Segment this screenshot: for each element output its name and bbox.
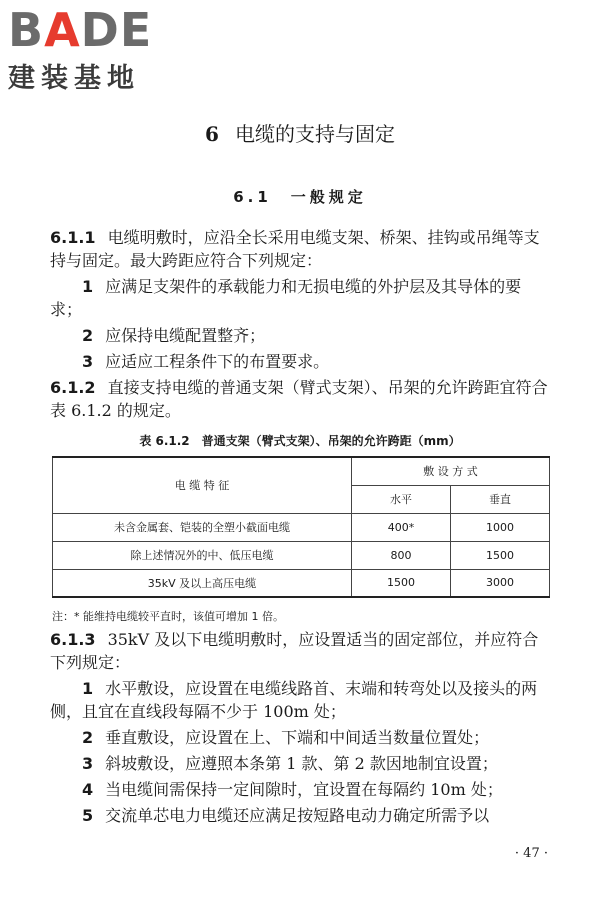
list-item: 4 当电缆间需保持一定间隙时，宜设置在每隔约 10m 处； bbox=[82, 780, 503, 799]
clause-6-1-1 bbox=[50, 226, 550, 425]
table-row: 未含金属套、铠装的全塑小截面电缆 400* 1000 bbox=[53, 513, 550, 541]
table-note: 注：* 能维持电缆较平直时，该值可增加 1 倍。 bbox=[52, 610, 284, 623]
header-horizontal: 水平 bbox=[352, 485, 451, 513]
page-number: · 47 · bbox=[514, 846, 548, 861]
list-item: 2 垂直敷设，应设置在上、下端和中间适当数量位置处； bbox=[82, 728, 490, 747]
clause-paragraph: 6.1.3 35kV 及以下电缆明敷时，应设置适当的固定部位，并应符合下列规定： bbox=[50, 630, 539, 672]
logo-subtitle: 建装基地 bbox=[8, 63, 140, 94]
table-row: 除上述情况外的中、低压电缆 800 1500 bbox=[53, 541, 550, 569]
clause-6-1-2: 6.1.2 直接支持电缆的普通支架（臂式支架）、吊架的允许跨距宜符合表 6.1.2 的规定。 bbox=[50, 378, 548, 420]
list-item: 2 应保持电缆配置整齐； bbox=[82, 326, 266, 345]
list-item: 3 斜坡敷设，应遵照本条第 1 款、第 2 款因地制宜设置； bbox=[82, 754, 498, 773]
table-row: 35kV 及以上高压电缆 1500 3000 bbox=[53, 569, 550, 597]
section-number: 6.1 bbox=[233, 188, 272, 206]
header-laying-mode: 敷 设 方 式 bbox=[352, 457, 550, 485]
list-item: 3 应适应工程条件下的布置要求。 bbox=[82, 352, 330, 371]
bade-logo bbox=[8, 3, 178, 95]
header-feature: 电 缆 特 征 bbox=[53, 457, 352, 513]
list-item: 1 应满足支架件的承载能力和无损电缆的外护层及其导体的要求； bbox=[50, 277, 522, 319]
table-title: 表 6.1.2 普通支架（臂式支架）、吊架的允许跨距（mm） bbox=[139, 434, 461, 448]
list-item: 1 水平敷设，应设置在电缆线路首、末端和转弯处以及接头的两侧，且宜在直线段每隔不少于 100m 处； bbox=[50, 679, 538, 721]
chapter-number: 6 bbox=[205, 122, 219, 146]
section-heading bbox=[0, 186, 600, 207]
clause-6-1-3 bbox=[50, 628, 550, 830]
list-item: 5 交流单芯电力电缆还应满足按短路电动力确定所需予以 bbox=[82, 806, 490, 825]
logo-wordmark: BADE bbox=[8, 3, 153, 57]
chapter-title: 电缆的支持与固定 bbox=[234, 122, 395, 146]
clause-paragraph: 6.1.1 电缆明敷时，应沿全长采用电缆支架、桥架、挂钩或吊绳等支持与固定。最大跨距应符合下列规定： bbox=[50, 228, 540, 270]
section-title: 一般规定 bbox=[290, 188, 367, 206]
chapter-heading bbox=[0, 118, 600, 147]
header-vertical: 垂直 bbox=[451, 485, 550, 513]
span-table bbox=[52, 456, 550, 598]
